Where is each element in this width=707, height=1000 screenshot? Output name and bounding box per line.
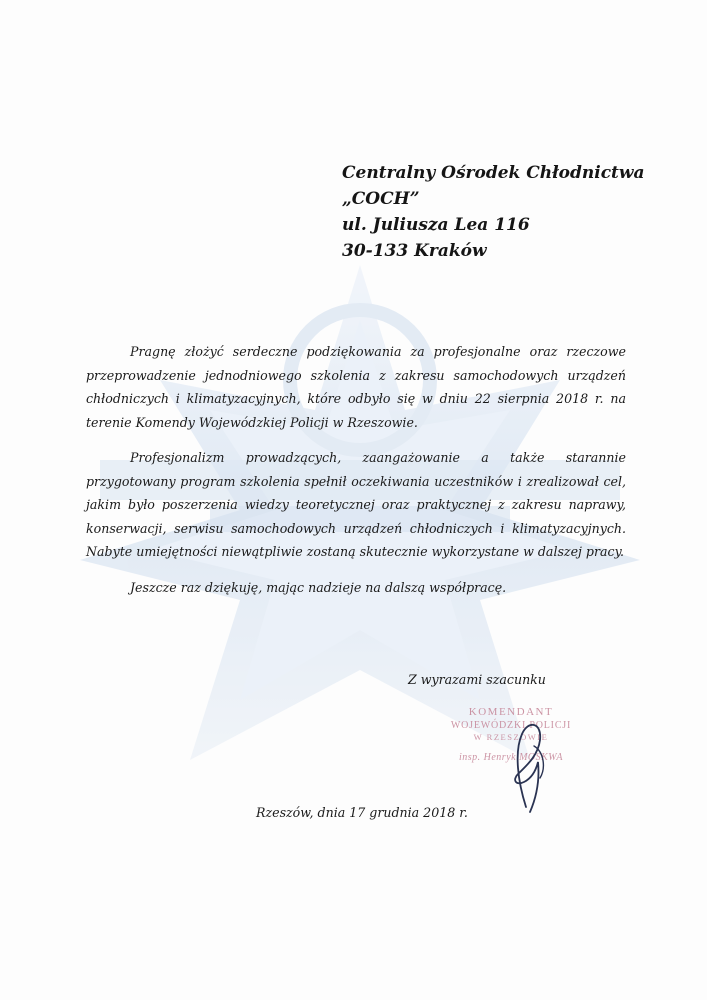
place-and-date: Rzeszów, dnia 17 grudnia 2018 r. (256, 805, 468, 820)
paragraph-3-text: Jeszcze raz dziękuję, mając nadzieje na dalszą współpracę. (130, 579, 507, 595)
addressee-line-2: „COCH” (342, 189, 420, 209)
stamp-line-1: KOMENDANT (468, 706, 554, 718)
closing-phrase: Z wyrazami szacunku (408, 672, 546, 687)
paragraph-3 (86, 576, 626, 600)
handwritten-signature (496, 712, 556, 822)
stamp-line-2: WOJEWÓDZKI POLICJI (450, 720, 572, 731)
addressee-line-3: ul. Juliusza Lea 116 (342, 215, 530, 235)
paragraph-1-text: Pragnę złożyć serdeczne podziękowania za profesjonalne oraz rzeczowe przeprowadzenie jednodniowego szkolenia z zakresu samochodowych urządzeń chłodniczych i klimatyzacyjnych, które odbyło się w dniu 22 sierpnia 2018 r. na terenie Komendy Wojewódzkiej Policji w Rzeszowie. (86, 344, 626, 430)
addressee-line-4: 30-133 Kraków (342, 241, 487, 261)
paragraph-2-text: Profesjonalizm prowadzących, zaangażowanie a także starannie przygotowany program szkolenia spełnił oczekiwania uczestników i zrealizował cel, jakim było poszerzenia wiedzy teoretycznej oraz praktycznej z zakresu naprawy, konserwacji, serwisu samochodowych urządzeń chłodniczych i klimatyzacyjnych. Nabyte umiejętności niewątpliwie zostaną skutecznie wykorzystane w dalszej pracy. (86, 450, 626, 559)
letter-body (86, 340, 626, 611)
addressee-line-1: Centralny Ośrodek Chłodnictwa (342, 163, 645, 183)
addressee-block (342, 160, 645, 264)
stamp-line-4: insp. Henryk MOSKWA (458, 752, 564, 763)
paragraph-1 (86, 340, 626, 434)
paragraph-2 (86, 446, 626, 564)
stamp-line-3: W RZESZOWIE (473, 732, 549, 742)
